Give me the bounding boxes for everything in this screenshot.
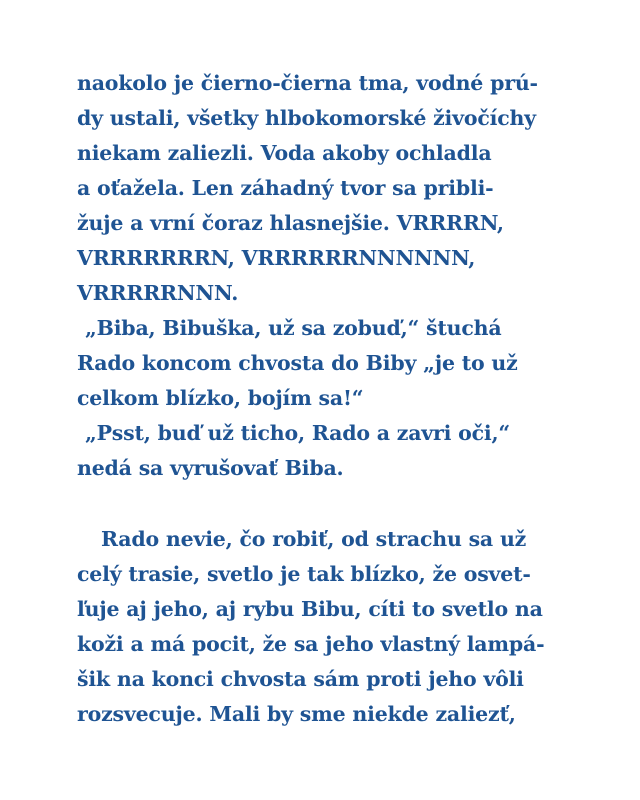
text-line: nedá sa vyrušovať Biba.	[77, 456, 344, 480]
text-line: naokolo je čierno-čierna tma, vodné prú-	[77, 71, 538, 95]
story-text-block-2	[77, 522, 577, 732]
dialogue-line: „Biba, Bibuška, už sa zobuď,“ štuchá	[85, 316, 502, 340]
text-line: VRRRRRRRN, VRRRRRRNNNNNN,	[77, 246, 476, 270]
text-line: Rado koncom chvosta do Biby „je to už	[77, 351, 518, 375]
text-line: celkom blízko, bojím sa!“	[77, 386, 364, 410]
paragraph-first-line: Rado nevie, čo robiť, od strachu sa už	[101, 527, 527, 551]
text-line: ľuje aj jeho, aj rybu Bibu, cíti to svetlo na	[77, 597, 543, 621]
text-line: VRRRRRNNN.	[77, 281, 239, 305]
text-line: celý trasie, svetlo je tak blízko, že osvet-	[77, 562, 531, 586]
text-line: žuje a vrní čoraz hlasnejšie. VRRRRN,	[77, 211, 504, 235]
text-line: niekam zaliezli. Voda akoby ochladla	[77, 141, 492, 165]
text-line: dy ustali, všetky hlbokomorské živočíchy	[77, 106, 536, 130]
dialogue-line: „Psst, buď už ticho, Rado a zavri oči,“	[85, 421, 511, 445]
text-line: koži a má pocit, že sa jeho vlastný lampá-	[77, 632, 545, 656]
story-text-block-1	[77, 66, 577, 486]
text-line: šik na konci chvosta sám proti jeho vôli	[77, 667, 524, 691]
text-line: a oťažela. Len záhadný tvor sa pribli-	[77, 176, 494, 200]
text-line: rozsvecuje. Mali by sme niekde zaliezť,	[77, 702, 516, 726]
